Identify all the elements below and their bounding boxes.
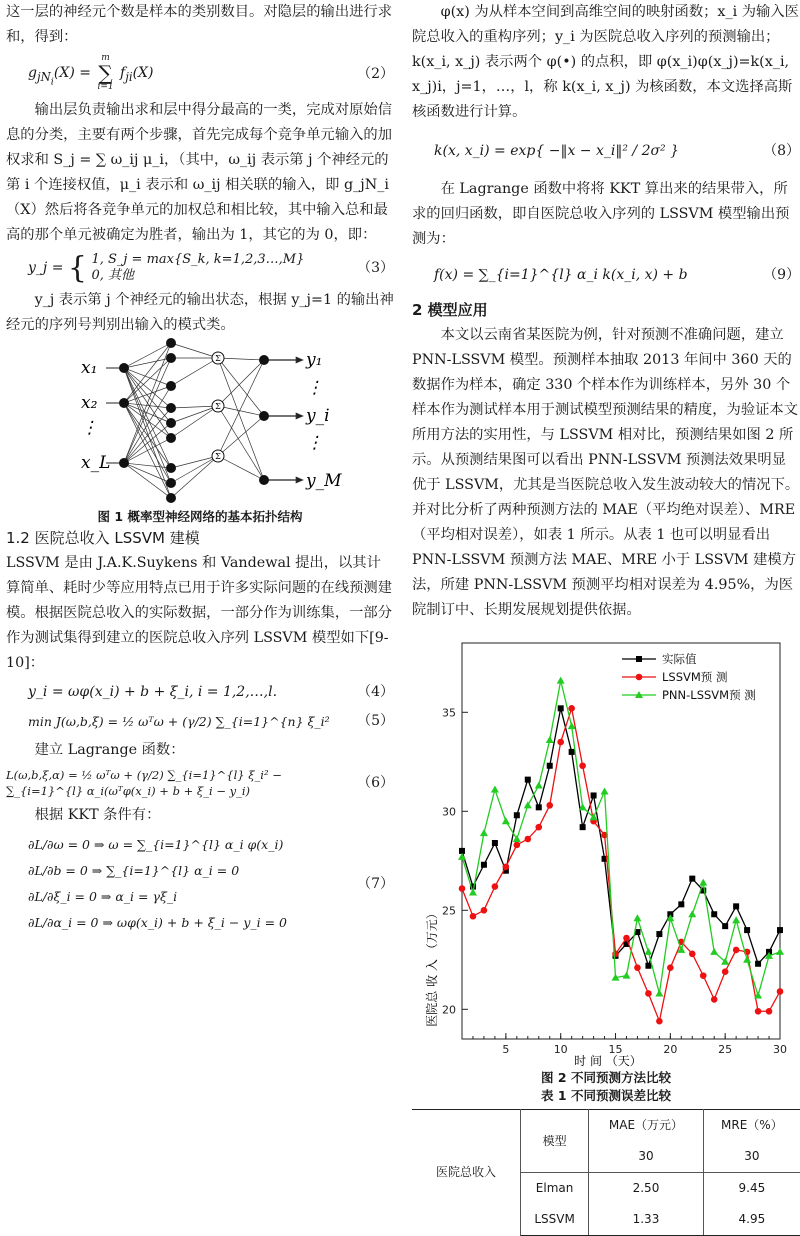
- network-output-label: y_i: [306, 406, 330, 426]
- network-input-label: x₁: [81, 358, 98, 378]
- kkt-line-1: ∂L/∂ω = 0 ⇒ ω = ∑_{i=1}^{l} α_i φ(x_i): [28, 837, 284, 852]
- pattern-node: [166, 403, 176, 413]
- kkt-line-2: ∂L/∂b = 0 ⇒ ∑_{i=1}^{l} α_i = 0: [28, 863, 240, 878]
- circle-marker: [492, 883, 499, 890]
- square-marker: [536, 804, 542, 810]
- equation-3-number: （3）: [357, 259, 394, 276]
- circle-marker: [612, 951, 619, 958]
- circle-marker: [656, 1018, 663, 1025]
- paragraph-application: 本文以云南省某医院为例，针对预测不准确问题，建立 PNN-LSSVM 模型。预测样本抽取 2013 年间中 360 天的数据作为样本，确定 330 个样本作为训练样本，另外 30 个样本作为测试样本用于测试模型预测结果的精度，为验证本文所用方法的实用性，与 LSSVM 相对比，预测结果如图 2 所示。从预测结果图可以看出 PNN-LSSVM 预测法效果明显优于 LSSVM，尤其是当医院总收入发生波动较大的情况下。并对比分析了两种预测方法的 MAE（平均绝对误差）、MRE（平均相对误差），如表 1 所示。从表 1 也可以明显看出 PNN-LSSVM 预测方法 MAE、MRE 小于 LSSVM 建模方法，所建 PNN-LSSVM 预测平均相对误差为 4.95%，为医院制订中、长期发展规划提供依据。: [412, 327, 800, 618]
- triangle-marker: [480, 829, 488, 836]
- equation-7-lines: [6, 832, 287, 936]
- circle-marker: [755, 1008, 762, 1015]
- pattern-node: [166, 338, 176, 348]
- circle-marker: [733, 947, 740, 954]
- equation-9: [412, 256, 800, 294]
- table-cell-model: Elman: [521, 1173, 589, 1205]
- circle-marker: [667, 964, 674, 971]
- equation-4: [6, 680, 394, 705]
- circle-marker: [634, 964, 641, 971]
- network-output-label: ⋮: [306, 433, 323, 453]
- y-tick-label: 20: [442, 1003, 456, 1017]
- left-column: [6, 0, 394, 940]
- triangle-marker: [655, 989, 663, 996]
- network-output-label: y₁: [306, 350, 323, 370]
- circle-marker: [557, 739, 564, 746]
- circle-marker: [689, 951, 696, 958]
- circle-marker: [636, 674, 643, 681]
- pattern-node: [166, 433, 176, 443]
- paragraph-output-layer: 输出层负责输出求和层中得分最高的一类，完成对原始信息的分类，主要有两个步骤，首先完成每个竞争单元输入的加权求和 S_j = ∑ ω_ij μ_i，（其中，ω_ij 表示第 j 个神经元的第 i 个连接权值，μ_i 表示和 ω_ij 相关联的输入，即 g_jN_i（X）然后将各竞争单元的加权总和相比较，其中输入总和最高的那个单元被确定为胜者，输出为 1，其它的为 0，即：: [6, 102, 393, 243]
- triangle-marker: [732, 916, 740, 923]
- sum-symbol: m ∑ i=1: [97, 52, 114, 92]
- equation-6-number: （6）: [357, 774, 394, 791]
- triangle-marker: [622, 972, 630, 979]
- legend-entry: PNN-LSSVM预 测: [662, 688, 756, 702]
- series-line: [462, 708, 780, 1021]
- y-tick-label: 30: [442, 805, 456, 819]
- paragraph-lssvm: LSSVM 是由 J.A.K.Suykens 和 Vandewal 提出，以其计算简单、耗时少等应用特点已用于许多实际问题的在线预测建模。根据医院总收入的实际数据，一部分作为训练集，一部分作为测试集得到建立的医院总收入序列 LSSVM 模型如下[9-10]：: [6, 555, 393, 671]
- paragraph-lagrange: 建立 Lagrange 函数：: [34, 742, 185, 758]
- square-marker: [678, 901, 684, 907]
- table-model-header: 模型: [521, 1110, 589, 1173]
- equation-3-body: y_j = { 1, S_j = max{S_k, k=1,2,3…,M} 0, 其他: [28, 250, 305, 286]
- right-column: [412, 0, 800, 1236]
- triangle-marker: [743, 956, 751, 963]
- equation-5-number: （5）: [357, 713, 394, 729]
- equation-4-body: y_i = ωφ(x_i) + b + ξ_i, i = 1,2,…,l.: [28, 684, 278, 700]
- summation-symbol: Σ: [215, 354, 221, 363]
- triangle-marker: [524, 801, 532, 808]
- equation-4-number: （4）: [357, 684, 394, 700]
- triangle-marker: [644, 948, 652, 955]
- circle-marker: [700, 972, 707, 979]
- square-marker: [722, 923, 728, 929]
- triangle-marker: [710, 948, 718, 955]
- triangle-marker: [557, 677, 565, 684]
- figure-1-caption: 图 1 概率型神经网络的基本拓扑结构: [97, 509, 303, 524]
- circle-marker: [546, 802, 553, 809]
- x-tick-label: 10: [553, 1043, 568, 1056]
- square-marker: [744, 927, 750, 933]
- triangle-marker: [502, 817, 510, 824]
- network-input-label: ⋮: [81, 418, 98, 438]
- circle-marker: [503, 863, 510, 870]
- circle-marker: [579, 762, 586, 769]
- table-row-header: 医院总收入: [412, 1110, 521, 1236]
- paragraph-yj: y_j 表示第 j 个神经元的输出状态，根据 y_j=1 的输出神经元的序列号判别出输入的模式类。: [6, 292, 394, 333]
- circle-marker: [722, 968, 729, 975]
- circle-marker: [459, 885, 466, 892]
- equation-6-body: L(ω,b,ξ,α) = ½ ωᵀω + (γ/2) ∑_{i=1}^{l} ξ_i² − ∑_{i=1}^{l} α_i(ωᵀφ(x_i) + b + ξ_i − y_i): [6, 768, 282, 798]
- x-tick-label: 20: [663, 1043, 678, 1056]
- square-marker: [492, 840, 498, 846]
- y-tick-label: 25: [442, 904, 456, 918]
- square-marker: [711, 911, 717, 917]
- pattern-node: [166, 418, 176, 428]
- pattern-node: [166, 353, 176, 363]
- prediction-comparison-chart: [412, 637, 800, 1077]
- equation-2-body: $g_{jN_i}(X)$ = m ∑ i=1 $f_{ji}(X)$: [28, 52, 154, 92]
- equation-7: [6, 832, 394, 936]
- output-node: [259, 355, 269, 365]
- legend-entry: LSSVM预 测: [662, 670, 728, 684]
- table-mre-header: MRE（%）: [703, 1110, 800, 1142]
- equation-8-body: k(x, x_i) = exp{ −‖x − x_i‖² / 2σ² }: [434, 142, 679, 159]
- triangle-marker: [535, 782, 543, 789]
- square-marker: [514, 812, 520, 818]
- equation-3-cases: [91, 252, 304, 284]
- pattern-node: [166, 381, 176, 391]
- pnn-network-diagram: [6, 338, 394, 508]
- circle-marker: [535, 824, 542, 831]
- equation-5: [6, 709, 394, 734]
- square-marker: [591, 792, 597, 798]
- square-marker: [636, 656, 642, 662]
- square-marker: [755, 961, 761, 967]
- equation-5-body: min J(ω,b,ξ) = ½ ωᵀω + (γ/2) ∑_{i=1}^{n} ξ_i²: [28, 714, 330, 729]
- equation-6: [6, 767, 394, 799]
- pattern-node: [166, 478, 176, 488]
- error-comparison-table: [412, 1109, 800, 1236]
- kkt-line-3: ∂L/∂ξ_i = 0 ⇒ α_i = γξ_i: [28, 889, 178, 904]
- table-mae-header: MAE（万元）: [589, 1110, 704, 1142]
- figure-2-caption: 图 2 不同预测方法比较: [541, 1070, 671, 1085]
- series-line: [462, 708, 780, 965]
- x-tick-label: 5: [502, 1043, 510, 1056]
- square-marker: [525, 777, 531, 783]
- network-input-label: x_L: [81, 453, 111, 473]
- equation-8-number: （8）: [763, 142, 800, 159]
- paragraph-kkt: 根据 KKT 条件有：: [34, 807, 161, 823]
- square-marker: [733, 903, 739, 909]
- input-node: [119, 458, 129, 468]
- square-marker: [569, 749, 575, 755]
- equation-2-number: （2）: [357, 65, 394, 82]
- square-marker: [689, 876, 695, 882]
- kkt-line-4: ∂L/∂α_i = 0 ⇒ ωφ(x_i) + b + ξ_i − y_i = 0: [28, 915, 287, 930]
- input-node: [119, 363, 129, 373]
- circle-marker: [568, 705, 575, 712]
- equation-8: [412, 129, 800, 173]
- network-output-label: y_M: [306, 471, 342, 491]
- table-mae-subheader: 30: [589, 1141, 704, 1173]
- summation-symbol: Σ: [215, 402, 221, 411]
- table-1-caption: 表 1 不同预测误差比较: [541, 1088, 671, 1103]
- triangle-marker: [491, 786, 499, 793]
- triangle-marker: [633, 914, 641, 921]
- equation-3: [6, 252, 394, 284]
- square-marker: [558, 705, 564, 711]
- circle-marker: [711, 996, 718, 1003]
- equation-2: [6, 54, 394, 94]
- section-1-2-heading: 1.2 医院总收入 LSSVM 建模: [6, 529, 200, 547]
- pattern-node: [166, 493, 176, 503]
- paragraph-hidden-sum: 这一层的神经元个数是样本的类别数目。对隐层的输出进行求和，得到：: [6, 4, 393, 45]
- circle-marker: [514, 842, 521, 849]
- output-node: [259, 411, 269, 421]
- table-cell-mre: 4.95: [703, 1204, 800, 1236]
- x-tick-label: 30: [773, 1043, 787, 1056]
- paragraph-phi: φ(x) 为从样本空间到高维空间的映射函数；x_i 为输入医院总收入的重构序列；y_i 为医院总收入序列的预测输出；k(x_i, x_j) 表示两个 φ(•) 的点积，即 φ(x_i)φ(x_j)=k(x_i, x_j)i，j=1，…，l，称 k(x_i, x_j) 为核函数，本文选择高斯核函数进行计算。: [412, 4, 799, 120]
- circle-marker: [777, 988, 784, 995]
- equation-3-case-2: 0, 其他: [91, 268, 134, 283]
- square-marker: [656, 931, 662, 937]
- section-2-heading: 2 模型应用: [412, 301, 488, 319]
- square-marker: [645, 963, 651, 969]
- square-marker: [481, 862, 487, 868]
- triangle-marker: [546, 736, 554, 743]
- chart-plot-area: [462, 643, 780, 1039]
- output-node: [259, 475, 269, 485]
- network-input-label: x₂: [81, 393, 98, 413]
- triangle-marker: [776, 948, 784, 955]
- series-line: [462, 681, 780, 996]
- circle-marker: [481, 907, 488, 914]
- table-cell-mae: 1.33: [589, 1204, 704, 1236]
- circle-marker: [524, 836, 531, 843]
- triangle-marker: [699, 879, 707, 886]
- square-marker: [580, 824, 586, 830]
- circle-marker: [470, 913, 477, 920]
- x-tick-label: 15: [608, 1043, 623, 1056]
- equation-3-lhs: y_j =: [28, 260, 64, 276]
- table-cell-mre: 9.45: [738, 1181, 766, 1195]
- table-mre-subheader: 30: [703, 1141, 800, 1173]
- input-node: [119, 398, 129, 408]
- square-marker: [547, 763, 553, 769]
- table-cell-model: LSSVM: [521, 1204, 589, 1236]
- circle-marker: [645, 990, 652, 997]
- circle-marker: [623, 935, 630, 942]
- y-tick-label: 35: [442, 706, 456, 720]
- equation-3-case-1: 1, S_j = max{S_k, k=1,2,3…,M}: [91, 252, 305, 267]
- square-marker: [777, 927, 783, 933]
- equation-9-number: （9）: [763, 266, 800, 283]
- equation-9-body: f(x) = ∑_{i=1}^{l} α_i k(x_i, x) + b: [434, 266, 688, 283]
- chart-x-axis-label: 时 间 （天）: [574, 1054, 642, 1068]
- table-cell-mae: 2.50: [589, 1173, 704, 1205]
- x-tick-label: 25: [718, 1043, 733, 1056]
- network-output-label: ⋮: [306, 378, 323, 398]
- paragraph-kkt-result: 在 Lagrange 函数中将将 KKT 算出来的结果带入，所求的回归函数，即自医院总收入序列的 LSSVM 模型输出预测为：: [412, 181, 790, 247]
- triangle-marker: [513, 835, 521, 842]
- chart-y-axis-label: 医院总 收 入 （万元）: [425, 907, 439, 1027]
- circle-marker: [766, 1008, 773, 1015]
- triangle-marker: [601, 788, 609, 795]
- figure-2: [412, 637, 800, 1077]
- legend-entry: 实际值: [662, 652, 697, 666]
- triangle-marker: [688, 910, 696, 917]
- equation-7-number: （7）: [357, 875, 394, 892]
- summation-symbol: Σ: [215, 452, 221, 461]
- pattern-node: [166, 463, 176, 473]
